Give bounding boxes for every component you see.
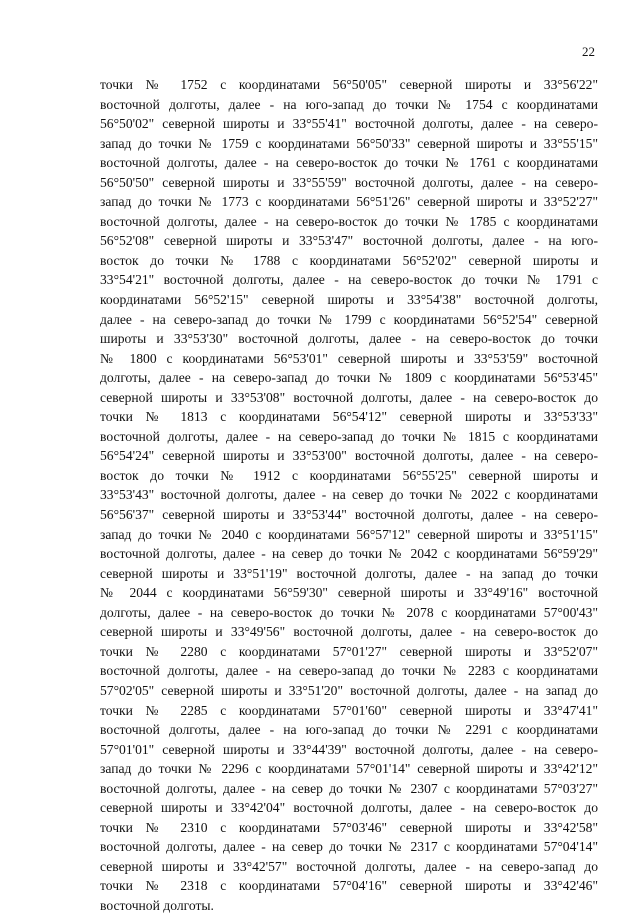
text-line: 56°50'50" северной широты и 33°55'59" восточной долготы, далее - на северо- <box>100 174 598 190</box>
text-line: запад до точки № 2040 с координатами 56°57'12" северной широты и 33°51'15" <box>100 526 598 542</box>
text-line: точки № 1813 с координатами 56°54'12" северной широты и 33°53'33" <box>100 409 598 425</box>
text-line: 56°54'24" северной широты и 33°53'00" восточной долготы, далее - на северо- <box>100 448 598 464</box>
text-line: северной широты и 33°51'19" восточной долготы, далее - на запад до точки <box>100 565 598 581</box>
text-line: точки № 2310 с координатами 57°03'46" северной широты и 33°42'58" <box>100 819 598 835</box>
text-line: точки № 1752 с координатами 56°50'05" северной широты и 33°56'22" <box>100 77 598 92</box>
text-line: восточной долготы. <box>100 897 214 913</box>
text-line: восточной долготы, далее - на север до точки № 2042 с координатами 56°59'29" <box>100 546 598 562</box>
text-line: точки № 2318 с координатами 57°04'16" северной широты и 33°42'46" <box>100 878 598 894</box>
text-line: 57°02'05" северной широты и 33°51'20" восточной долготы, далее - на запад до <box>100 682 598 698</box>
text-line: восточной долготы, далее - на северо-запад до точки № 2283 с координатами <box>100 663 598 679</box>
document-body-text <box>100 75 598 916</box>
text-line: № 1800 с координатами 56°53'01" северной широты и 33°53'59" восточной <box>100 350 598 366</box>
text-line: восточной долготы, далее - на северо-запад до точки № 1815 с координатами <box>100 428 598 444</box>
text-line: точки № 2280 с координатами 57°01'27" северной широты и 33°52'07" <box>100 643 598 659</box>
page-number: 22 <box>582 44 595 59</box>
text-line: восточной долготы, далее - на северо-восток до точки № 1785 с координатами <box>100 213 598 229</box>
text-line: северной широты и 33°42'57" восточной долготы, далее - на северо-запад до <box>100 858 598 874</box>
text-line: восточной долготы, далее - на север до точки № 2317 с координатами 57°04'14" <box>100 839 598 855</box>
text-line: № 2044 с координатами 56°59'30" северной широты и 33°49'16" восточной <box>100 585 598 601</box>
text-line: восточной долготы, далее - на северо-восток до точки № 1761 с координатами <box>100 155 598 171</box>
text-line: 33°54'21" восточной долготы, далее - на северо-восток до точки № 1791 с <box>100 272 598 288</box>
text-line: северной широты и 33°42'04" восточной долготы, далее - на северо-восток до <box>100 800 598 816</box>
text-line: северной широты и 33°49'56" восточной долготы, далее - на северо-восток до <box>100 624 598 640</box>
text-line: северной широты и 33°53'08" восточной долготы, далее - на северо-восток до <box>100 389 598 405</box>
text-line: 56°52'08" северной широты и 33°53'47" восточной долготы, далее - на юго- <box>100 233 598 249</box>
text-line: широты и 33°53'30" восточной долготы, далее - на северо-восток до точки <box>100 331 598 347</box>
text-line: запад до точки № 2296 с координатами 57°01'14" северной широты и 33°42'12" <box>100 761 598 777</box>
text-line: восточной долготы, далее - на север до точки № 2307 с координатами 57°03'27" <box>100 780 598 796</box>
text-line: запад до точки № 1759 с координатами 56°50'33" северной широты и 33°55'15" <box>100 135 598 151</box>
text-line: восток до точки № 1788 с координатами 56°52'02" северной широты и <box>100 252 598 268</box>
text-line: 57°01'01" северной широты и 33°44'39" восточной долготы, далее - на северо- <box>100 741 598 757</box>
text-line: координатами 56°52'15" северной широты и 33°54'38" восточной долготы, <box>100 292 598 308</box>
text-line: 56°50'02" северной широты и 33°55'41" восточной долготы, далее - на северо- <box>100 116 598 132</box>
text-line: запад до точки № 1773 с координатами 56°51'26" северной широты и 33°52'27" <box>100 194 598 210</box>
text-line: долготы, далее - на северо-запад до точки № 1809 с координатами 56°53'45" <box>100 370 598 386</box>
text-line: восток до точки № 1912 с координатами 56°55'25" северной широты и <box>100 467 598 483</box>
text-line: восточной долготы, далее - на юго-запад до точки № 1754 с координатами <box>100 96 598 112</box>
text-line: 56°56'37" северной широты и 33°53'44" восточной долготы, далее - на северо- <box>100 507 598 523</box>
text-line: долготы, далее - на северо-восток до точки № 2078 с координатами 57°00'43" <box>100 604 598 620</box>
text-line: восточной долготы, далее - на юго-запад до точки № 2291 с координатами <box>100 722 598 738</box>
text-line: далее - на северо-запад до точки № 1799 с координатами 56°52'54" северной <box>100 311 598 327</box>
text-line: 33°53'43" восточной долготы, далее - на север до точки № 2022 с координатами <box>100 487 598 503</box>
text-line: точки № 2285 с координатами 57°01'60" северной широты и 33°47'41" <box>100 702 598 718</box>
